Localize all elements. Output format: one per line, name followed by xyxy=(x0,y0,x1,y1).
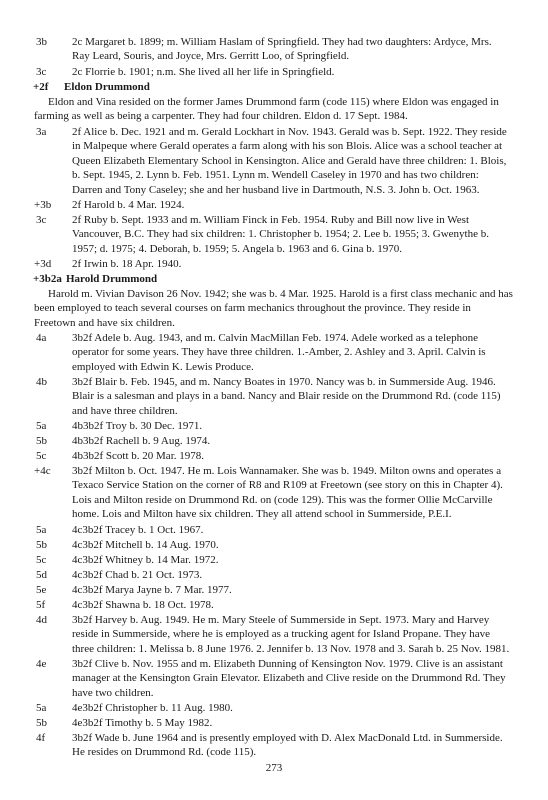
entry-code: 4b xyxy=(36,376,47,388)
entry-text: 4c3b2f Whitney b. 14 Mar. 1972. xyxy=(72,554,219,566)
entry-text: 4e3b2f Timothy b. 5 May 1982. xyxy=(72,717,213,729)
entry-text: 3b2f Milton b. Oct. 1947. He m. Lois Wannamaker. She was b. 1949. Milton owns and operates a Texaco Service Station on the corner of R8 and R109 at Freetown (see story on this in Chapter 4). Lois and Milton reside on Drummond Rd. on (code 129). This was the former Ollie McCarville home. Lois and Milton have six children. They all attend school in Summerside, P.E.I. xyxy=(72,465,503,521)
paragraph-text: Eldon and Vina resided on the former James Drummond farm (code 115) where Eldon was engaged in farming as well as being a carpenter. They had four children. Eldon d. 17 Sept. 1984. xyxy=(34,96,499,123)
entry-5c-scott xyxy=(36,449,512,463)
entry-5f-shawna xyxy=(36,598,512,612)
entry-4a-adele xyxy=(36,331,512,374)
entry-text: 2c Florrie b. 1901; n.m. She lived all her life in Springfield. xyxy=(72,66,335,78)
entry-code: 3b xyxy=(36,36,47,48)
heading-eldon-drummond xyxy=(33,80,504,94)
entry-code: 5f xyxy=(36,599,46,611)
entry-3b-harold xyxy=(34,198,512,212)
entry-text: 3b2f Harvey b. Aug. 1949. He m. Mary Steele of Summerside in Sept. 1973. Mary and Harvey reside in Summerside, where he is employed as a trucking agent for Island Propane. They have three children: 1. Melissa b. 8 June 1976. 2. Jennifer b. 13 Nov. 1978 and 3. Sarah b. 25 Nov. 1981. xyxy=(72,614,510,655)
paragraph-text: Harold m. Vivian Davison 26 Nov. 1942; she was b. 4 Mar. 1925. Harold is a first class mechanic and has been employed to teach several courses on farm mechanics throughout the province. They reside in Freetown and have six children. xyxy=(34,288,513,329)
entry-code: 5c xyxy=(36,554,47,566)
entry-4f-wade xyxy=(36,731,512,760)
entry-text: 2f Alice b. Dec. 1921 and m. Gerald Lockhart in Nov. 1943. Gerald was b. Sept. 1922. They reside in Malpeque where Gerald operates a farm along with his son Blois. Alice was a school teacher at Queen Elizabeth Elementary School in Kensington. Alice and Gerald have three children: 1. Blois, b. Sept. 1945, 2. Lynn b. Feb. 1951. Lynn m. Wendell Caseley in 1970 and has two children: Darren and Tony Caseley; she and her husband live in Dartmouth, N.S. 3. John b. Oct. 1963. xyxy=(72,126,507,196)
entry-code: 3c xyxy=(36,214,47,226)
entry-text: 4c3b2f Mitchell b. 14 Aug. 1970. xyxy=(72,539,219,551)
paragraph-harold xyxy=(34,287,514,330)
heading-text: Eldon Drummond xyxy=(64,81,150,93)
entry-code: 5a xyxy=(36,420,47,432)
entry-4d-harvey xyxy=(36,613,512,656)
entry-code: +3b2a xyxy=(33,273,62,285)
entry-4e-clive xyxy=(36,657,512,700)
entry-code: 5b xyxy=(36,539,47,551)
entry-text: 2f Irwin b. 18 Apr. 1940. xyxy=(72,258,182,270)
entry-code: 4f xyxy=(36,732,46,744)
entry-code: 3c xyxy=(36,66,47,78)
entry-5a-troy xyxy=(36,419,512,433)
entry-text: 2f Harold b. 4 Mar. 1924. xyxy=(72,199,185,211)
entry-5b-rachell xyxy=(36,434,512,448)
entry-text: 4b3b2f Troy b. 30 Dec. 1971. xyxy=(72,420,203,432)
entry-3a-alice xyxy=(36,125,512,197)
entry-code: 4a xyxy=(36,332,47,344)
entry-text: 4c3b2f Marya Jayne b. 7 Mar. 1977. xyxy=(72,584,232,596)
entry-text: 3b2f Clive b. Nov. 1955 and m. Elizabeth Dunning of Kensington Nov. 1979. Clive is an assistant manager at the Kensington Grain Elevator. Elizabeth and Clive reside on the Drummond Rd. They have two children. xyxy=(72,658,506,699)
entry-code: +3d xyxy=(34,258,52,270)
entry-text: 2c Margaret b. 1899; m. William Haslam of Springfield. They had two daughters: Ardyce, Mrs. Ray Leard, Souris, and Joyce, Mrs. Gerritt Loo, of Springfield. xyxy=(72,36,492,63)
entry-code: 4e xyxy=(36,658,47,670)
entry-3c-ruby xyxy=(36,213,512,256)
entry-3c-florrie xyxy=(36,65,512,79)
entry-5e-marya-jayne xyxy=(36,583,512,597)
entry-code: +4c xyxy=(34,465,51,477)
entry-code: 5a xyxy=(36,702,47,714)
entry-code: 5e xyxy=(36,584,47,596)
entry-5b-timothy xyxy=(36,716,512,730)
heading-text: Harold Drummond xyxy=(66,273,158,285)
entry-code: +3b xyxy=(34,199,52,211)
entry-text: 3b2f Adele b. Aug. 1943, and m. Calvin MacMillan Feb. 1974. Adele worked as a telephone operator for some years. They have three children. 1.-Amber, 2. Ashley and 3. April. Calvin is employed with Edwin K. Lewis Produce. xyxy=(72,332,486,373)
entry-text: 4c3b2f Tracey b. 1 Oct. 1967. xyxy=(72,524,204,536)
entry-code: 5b xyxy=(36,435,47,447)
entry-code: 5a xyxy=(36,524,47,536)
entry-code: 5c xyxy=(36,450,47,462)
entry-code: 5b xyxy=(36,717,47,729)
entry-3b-margaret xyxy=(36,35,512,64)
entry-text: 4c3b2f Chad b. 21 Oct. 1973. xyxy=(72,569,203,581)
entry-code: 5d xyxy=(36,569,47,581)
entry-text: 4b3b2f Scott b. 20 Mar. 1978. xyxy=(72,450,204,462)
entry-5b-mitchell xyxy=(36,538,512,552)
entry-text: 3b2f Wade b. June 1964 and is presently employed with D. Alex MacDonald Ltd. in Summerside. He resides on Drummond Rd. (code 115). xyxy=(72,732,503,759)
paragraph-eldon xyxy=(34,95,514,124)
entry-4b-blair xyxy=(36,375,512,418)
entry-code: +2f xyxy=(33,81,49,93)
entry-text: 4b3b2f Rachell b. 9 Aug. 1974. xyxy=(72,435,211,447)
entry-5a-tracey xyxy=(36,523,512,537)
entry-code: 3a xyxy=(36,126,47,138)
entry-text: 2f Ruby b. Sept. 1933 and m. William Finck in Feb. 1954. Ruby and Bill now live in West Vancouver, B.C. They had six children: 1. Christopher b. 1954; 2. Lee b. 1955; 3. Gwenythe b. 1957; d. 1975; 4. Deborah, b. 1959; 5. Angela b. 1963 and 6. Gina b. 1970. xyxy=(72,214,489,255)
entry-4c-milton xyxy=(34,464,512,522)
heading-harold-drummond xyxy=(33,272,506,286)
entry-text: 3b2f Blair b. Feb. 1945, and m. Nancy Boates in 1970. Nancy was b. in Summerside Aug. 1946. Blair is a salesman and plays in a band. Nancy and Blair reside on the Drummond Rd. (code 115) and have three children. xyxy=(72,376,501,417)
page-number: 273 xyxy=(265,762,283,774)
entry-text: 4e3b2f Christopher b. 11 Aug. 1980. xyxy=(72,702,233,714)
entry-3d-irwin xyxy=(34,257,512,271)
entry-5a-christopher xyxy=(36,701,512,715)
entry-5d-chad xyxy=(36,568,512,582)
entry-text: 4c3b2f Shawna b. 18 Oct. 1978. xyxy=(72,599,214,611)
entry-5c-whitney xyxy=(36,553,512,567)
entry-code: 4d xyxy=(36,614,47,626)
